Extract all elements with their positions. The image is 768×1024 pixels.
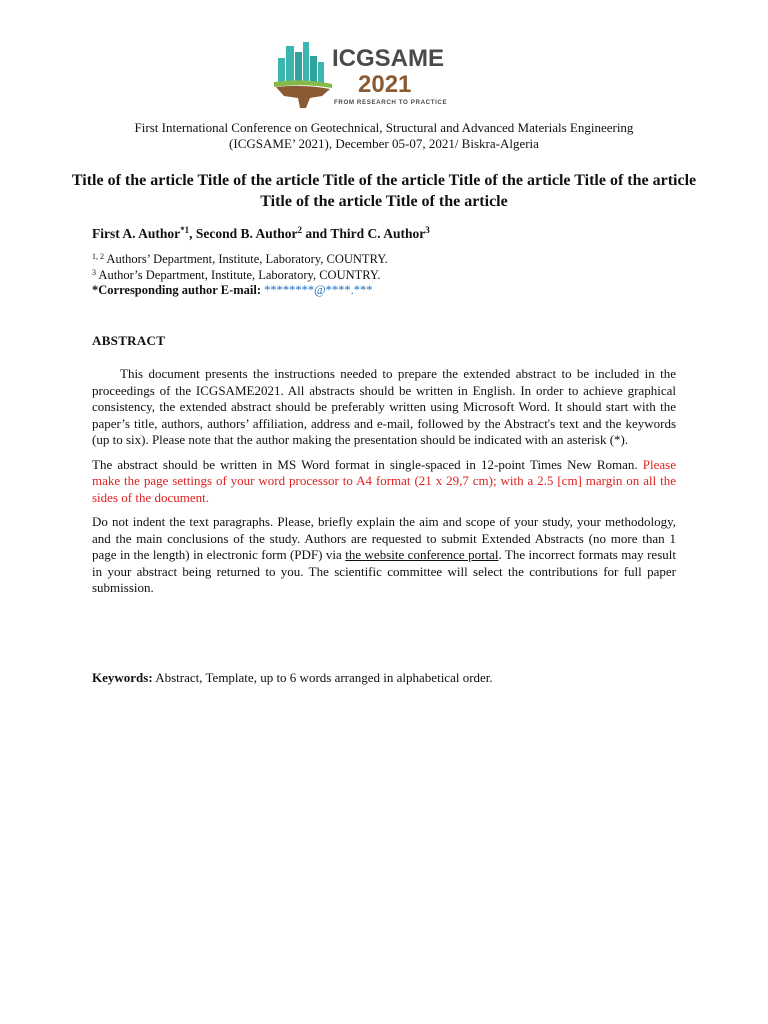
author-third-marker: 3 (425, 225, 430, 235)
page-settings-note: Please make the page settings of your word processor to A4 format (21 x 29,7 cm); with a 2.5 [cm] margin on all the sides of the document. (92, 456, 676, 505)
conference-portal-link[interactable]: the website conference portal (345, 547, 499, 562)
affiliation-2-marker: 3 (92, 267, 96, 277)
author-first-marker: *1 (180, 225, 190, 235)
affiliation-2-text: Author’s Department, Institute, Laboratory, COUNTRY. (96, 267, 381, 282)
author-second-marker: 2 (297, 225, 303, 235)
keywords-text: Abstract, Template, up to 6 words arranged in alphabetical order. (152, 670, 493, 685)
affiliations (92, 252, 388, 299)
affiliation-2 (92, 268, 388, 284)
corresponding-author-email[interactable]: ********@****.*** (264, 283, 373, 297)
abstract-paragraph-3-text: Do not indent the text paragraphs. Please, briefly explain the aim and scope of your study, your methodology, and the main conclusions of the study. Authors are requested to submit Extended Abstracts (no more than 1 page in the length) in electronic form (PDF) via (92, 514, 676, 562)
abstract-paragraph-2 (92, 457, 676, 507)
abstract-paragraph-2-text: The abstract should be written in MS Word format in single-spaced in 12-point Times New Roman. (92, 456, 643, 472)
author-first: First A. Author (92, 226, 181, 241)
conference-logo (270, 38, 456, 110)
logo-name: ICGSAME (332, 45, 445, 72)
affiliation-1 (92, 252, 388, 268)
corresponding-author (92, 283, 388, 299)
conference-date-location: (ICGSAME’ 2021), December 05-07, 2021/ Biskra-Algeria (229, 136, 539, 151)
author-separator: , (189, 226, 196, 241)
conference-info (70, 120, 698, 152)
abstract-heading: ABSTRACT (92, 333, 166, 348)
logo-year: 2021 (358, 71, 412, 98)
abstract-paragraph-3-text-end: . The incorrect formats may result in your abstract being returned to you. The scientific committee will select the contributions for full paper submission. (92, 547, 676, 595)
author-separator: and (302, 226, 331, 241)
affiliation-1-marker: 1, 2 (92, 252, 104, 261)
author-third: Third C. Author (330, 226, 426, 241)
abstract-body (92, 366, 676, 605)
author-second: Second B. Author (195, 226, 298, 241)
logo-tagline: FROM RESEARCH TO PRACTICE (334, 99, 448, 106)
abstract-paragraph-1: This document presents the instructions needed to prepare the extended abstract to be included in the proceedings of the ICGSAME2021. All abstracts should be written in English. In order to achieve graphical consistency, the extended abstract should be preferably written using Microsoft Word. It should start with the paper’s title, authors, authors’ affiliation, address and e-mail, followed by the Abstract's text and the keywords (up to six). Please note that the author making the presentation should be indicated with an asterisk (*). (92, 366, 676, 447)
keywords-label: Keywords: (92, 670, 153, 685)
keywords (92, 670, 493, 686)
affiliation-1-text: Authors’ Department, Institute, Laboratory, COUNTRY. (104, 252, 388, 266)
conference-name: First International Conference on Geotechnical, Structural and Advanced Materials Engineering (134, 120, 634, 135)
author-list (92, 226, 430, 242)
corresponding-author-label: *Corresponding author E-mail: (92, 283, 262, 297)
article-title: Title of the article Title of the article Title of the article Title of the article Title of the article Title of the article Title of the article (71, 172, 697, 210)
abstract-paragraph-3 (92, 514, 676, 597)
